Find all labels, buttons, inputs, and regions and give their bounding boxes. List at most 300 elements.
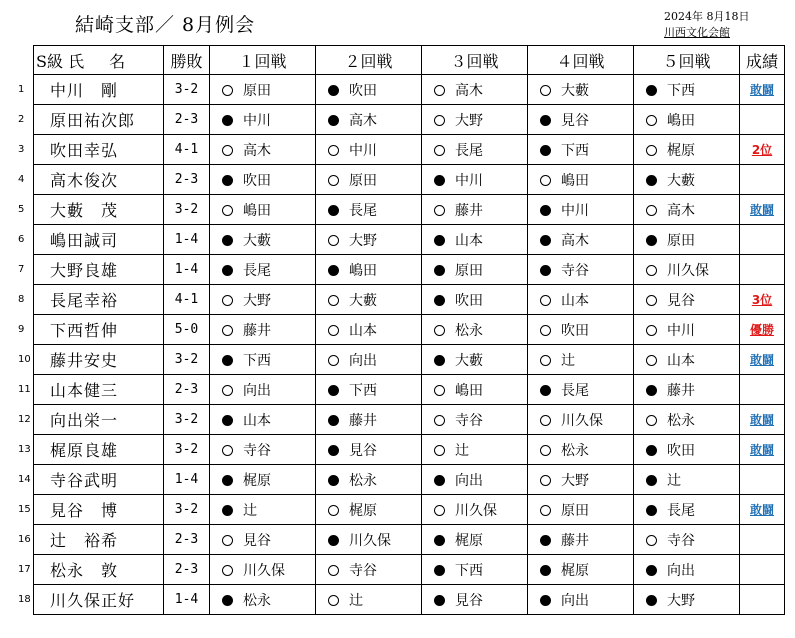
round-4-cell: [528, 195, 634, 225]
table-row: [34, 525, 785, 555]
opponent-name: 下西: [561, 142, 589, 159]
player-name: 山本健三: [34, 375, 164, 405]
round-4-cell: [528, 255, 634, 285]
filled-circle-icon: [434, 235, 445, 246]
opponent-name: 下西: [667, 82, 695, 99]
open-circle-icon: [328, 505, 339, 516]
opponent-name: 下西: [243, 352, 271, 369]
filled-circle-icon: [222, 505, 233, 516]
result-badge: [740, 555, 785, 585]
opponent-name: 長尾: [243, 262, 271, 279]
player-name: 嶋田誠司: [34, 225, 164, 255]
filled-circle-icon: [646, 475, 657, 486]
round-5-cell: [634, 255, 740, 285]
round-5-cell: [634, 285, 740, 315]
filled-circle-icon: [222, 475, 233, 486]
open-circle-icon: [540, 325, 551, 336]
open-circle-icon: [328, 235, 339, 246]
win-loss-record: 5-0: [164, 315, 210, 345]
round-2-cell: [316, 285, 422, 315]
filled-circle-icon: [434, 175, 445, 186]
table-row: [34, 465, 785, 495]
round-4-cell: [528, 135, 634, 165]
round-5-cell: [634, 525, 740, 555]
opponent-name: 山本: [561, 292, 589, 309]
round-3-cell: [422, 495, 528, 525]
row-number: 18: [18, 594, 31, 605]
round-3-cell: [422, 405, 528, 435]
opponent-name: 見谷: [667, 292, 695, 309]
row-number: 2: [18, 114, 25, 125]
opponent-name: 寺谷: [667, 532, 695, 549]
open-circle-icon: [540, 85, 551, 96]
player-name: 川久保正好: [34, 585, 164, 615]
filled-circle-icon: [434, 595, 445, 606]
round-1-cell: [210, 405, 316, 435]
header-round-4: ４回戦: [528, 46, 634, 75]
round-3-cell: [422, 345, 528, 375]
opponent-name: 中川: [455, 172, 483, 189]
filled-circle-icon: [540, 385, 551, 396]
opponent-name: 原田: [349, 172, 377, 189]
open-circle-icon: [646, 265, 657, 276]
round-1-cell: [210, 135, 316, 165]
win-loss-record: 3-2: [164, 345, 210, 375]
result-badge: 敢闘: [740, 345, 785, 375]
win-loss-record: 2-3: [164, 525, 210, 555]
filled-circle-icon: [540, 115, 551, 126]
round-5-cell: [634, 405, 740, 435]
opponent-name: 高木: [455, 82, 483, 99]
round-3-cell: [422, 165, 528, 195]
opponent-name: 下西: [455, 562, 483, 579]
opponent-name: 藤井: [243, 322, 271, 339]
header-row: [34, 46, 785, 75]
round-3-cell: [422, 75, 528, 105]
row-number: 6: [18, 234, 25, 245]
opponent-name: 辻: [667, 472, 681, 489]
open-circle-icon: [222, 205, 233, 216]
round-5-cell: [634, 315, 740, 345]
open-circle-icon: [328, 325, 339, 336]
opponent-name: 川久保: [561, 412, 603, 429]
opponent-name: 川久保: [455, 502, 497, 519]
header-name: [34, 46, 164, 75]
round-4-cell: [528, 555, 634, 585]
round-4-cell: [528, 495, 634, 525]
open-circle-icon: [540, 295, 551, 306]
filled-circle-icon: [646, 565, 657, 576]
win-loss-record: 2-3: [164, 375, 210, 405]
opponent-name: 原田: [667, 232, 695, 249]
round-4-cell: [528, 105, 634, 135]
opponent-name: 原田: [561, 502, 589, 519]
row-number: 14: [18, 474, 31, 485]
round-3-cell: [422, 255, 528, 285]
opponent-name: 長尾: [349, 202, 377, 219]
opponent-name: 山本: [349, 322, 377, 339]
opponent-name: 高木: [667, 202, 695, 219]
round-3-cell: [422, 315, 528, 345]
opponent-name: 嶋田: [455, 382, 483, 399]
round-3-cell: [422, 375, 528, 405]
open-circle-icon: [434, 115, 445, 126]
round-4-cell: [528, 525, 634, 555]
open-circle-icon: [434, 85, 445, 96]
opponent-name: 松永: [561, 442, 589, 459]
filled-circle-icon: [222, 265, 233, 276]
result-badge: 3位: [740, 285, 785, 315]
round-2-cell: [316, 135, 422, 165]
table-row: [34, 315, 785, 345]
opponent-name: 梶原: [561, 562, 589, 579]
player-name: 下西哲伸: [34, 315, 164, 345]
table-row: [34, 105, 785, 135]
round-2-cell: [316, 435, 422, 465]
filled-circle-icon: [646, 85, 657, 96]
result-badge: [740, 255, 785, 285]
opponent-name: 向出: [561, 592, 589, 609]
result-badge: [740, 375, 785, 405]
opponent-name: 吹田: [561, 322, 589, 339]
row-number: 1: [18, 84, 25, 95]
opponent-name: 寺谷: [561, 262, 589, 279]
opponent-name: 見谷: [455, 592, 483, 609]
open-circle-icon: [222, 385, 233, 396]
round-3-cell: [422, 585, 528, 615]
result-badge: 2位: [740, 135, 785, 165]
filled-circle-icon: [328, 85, 339, 96]
open-circle-icon: [328, 595, 339, 606]
row-number: 9: [18, 324, 25, 335]
header-round-1: １回戦: [210, 46, 316, 75]
result-badge: [740, 225, 785, 255]
opponent-name: 長尾: [455, 142, 483, 159]
table-row: [34, 135, 785, 165]
player-name: 寺谷武明: [34, 465, 164, 495]
round-3-cell: [422, 525, 528, 555]
filled-circle-icon: [646, 505, 657, 516]
open-circle-icon: [646, 415, 657, 426]
filled-circle-icon: [434, 565, 445, 576]
filled-circle-icon: [434, 295, 445, 306]
table-row: [34, 555, 785, 585]
opponent-name: 原田: [243, 82, 271, 99]
opponent-name: 梶原: [455, 532, 483, 549]
filled-circle-icon: [222, 115, 233, 126]
table-row: [34, 405, 785, 435]
opponent-name: 向出: [667, 562, 695, 579]
result-badge: [740, 585, 785, 615]
row-number: 17: [18, 564, 31, 575]
open-circle-icon: [222, 445, 233, 456]
filled-circle-icon: [434, 265, 445, 276]
table-row: [34, 375, 785, 405]
player-name: 高木俊次: [34, 165, 164, 195]
filled-circle-icon: [222, 175, 233, 186]
open-circle-icon: [434, 325, 445, 336]
filled-circle-icon: [328, 385, 339, 396]
opponent-name: 下西: [349, 382, 377, 399]
opponent-name: 高木: [561, 232, 589, 249]
round-2-cell: [316, 495, 422, 525]
opponent-name: 中川: [667, 322, 695, 339]
round-3-cell: [422, 465, 528, 495]
round-5-cell: [634, 585, 740, 615]
filled-circle-icon: [434, 535, 445, 546]
result-badge: 敢闘: [740, 195, 785, 225]
win-loss-record: 3-2: [164, 435, 210, 465]
opponent-name: 梶原: [667, 142, 695, 159]
opponent-name: 向出: [243, 382, 271, 399]
row-number: 8: [18, 294, 25, 305]
filled-circle-icon: [328, 445, 339, 456]
opponent-name: 山本: [455, 232, 483, 249]
opponent-name: 原田: [455, 262, 483, 279]
round-4-cell: [528, 225, 634, 255]
win-loss-record: 2-3: [164, 555, 210, 585]
round-3-cell: [422, 555, 528, 585]
round-1-cell: [210, 465, 316, 495]
round-1-cell: [210, 315, 316, 345]
filled-circle-icon: [646, 175, 657, 186]
player-name: 辻 裕希: [34, 525, 164, 555]
filled-circle-icon: [646, 385, 657, 396]
table-row: [34, 495, 785, 525]
win-loss-record: 1-4: [164, 465, 210, 495]
open-circle-icon: [646, 115, 657, 126]
win-loss-record: 1-4: [164, 225, 210, 255]
filled-circle-icon: [646, 595, 657, 606]
opponent-name: 向出: [455, 472, 483, 489]
win-loss-record: 2-3: [164, 165, 210, 195]
round-2-cell: [316, 555, 422, 585]
result-badge: [740, 525, 785, 555]
opponent-name: 松永: [455, 322, 483, 339]
filled-circle-icon: [328, 535, 339, 546]
round-5-cell: [634, 345, 740, 375]
filled-circle-icon: [222, 235, 233, 246]
player-name: 梶原良雄: [34, 435, 164, 465]
round-3-cell: [422, 285, 528, 315]
player-name: 向出栄一: [34, 405, 164, 435]
opponent-name: 大野: [667, 592, 695, 609]
round-4-cell: [528, 465, 634, 495]
round-4-cell: [528, 375, 634, 405]
row-number: 4: [18, 174, 25, 185]
filled-circle-icon: [328, 115, 339, 126]
header-name-label: 氏 名: [68, 51, 136, 71]
player-name: 吹田幸弘: [34, 135, 164, 165]
round-1-cell: [210, 375, 316, 405]
row-number: 10: [18, 354, 31, 365]
filled-circle-icon: [540, 265, 551, 276]
page-title: 結崎支部／ 8月例会: [75, 14, 256, 36]
header-round-2: ２回戦: [316, 46, 422, 75]
opponent-name: 藤井: [455, 202, 483, 219]
opponent-name: 川久保: [243, 562, 285, 579]
filled-circle-icon: [222, 595, 233, 606]
filled-circle-icon: [540, 145, 551, 156]
opponent-name: 高木: [243, 142, 271, 159]
open-circle-icon: [328, 145, 339, 156]
filled-circle-icon: [540, 205, 551, 216]
player-name: 大藪 茂: [34, 195, 164, 225]
event-venue: 川西文化会館: [664, 26, 730, 39]
round-2-cell: [316, 225, 422, 255]
opponent-name: 梶原: [243, 472, 271, 489]
opponent-name: 長尾: [561, 382, 589, 399]
filled-circle-icon: [434, 475, 445, 486]
opponent-name: 松永: [243, 592, 271, 609]
row-number: 16: [18, 534, 31, 545]
open-circle-icon: [646, 205, 657, 216]
result-badge: [740, 465, 785, 495]
round-4-cell: [528, 315, 634, 345]
opponent-name: 嶋田: [667, 112, 695, 129]
table-row: [34, 435, 785, 465]
round-5-cell: [634, 375, 740, 405]
opponent-name: 寺谷: [243, 442, 271, 459]
player-name: 長尾幸裕: [34, 285, 164, 315]
round-3-cell: [422, 435, 528, 465]
round-4-cell: [528, 585, 634, 615]
opponent-name: 嶋田: [349, 262, 377, 279]
player-name: 松永 敦: [34, 555, 164, 585]
filled-circle-icon: [328, 265, 339, 276]
results-table: [33, 45, 785, 615]
round-4-cell: [528, 285, 634, 315]
round-2-cell: [316, 315, 422, 345]
player-name: 大野良雄: [34, 255, 164, 285]
round-3-cell: [422, 195, 528, 225]
round-4-cell: [528, 345, 634, 375]
opponent-name: 長尾: [667, 502, 695, 519]
row-number: 5: [18, 204, 25, 215]
opponent-name: 辻: [243, 502, 257, 519]
row-number: 3: [18, 144, 25, 155]
row-number: 12: [18, 414, 31, 425]
win-loss-record: 2-3: [164, 105, 210, 135]
opponent-name: 大野: [561, 472, 589, 489]
filled-circle-icon: [222, 355, 233, 366]
opponent-name: 大藪: [667, 172, 695, 189]
open-circle-icon: [222, 85, 233, 96]
open-circle-icon: [222, 565, 233, 576]
player-name: 藤井安史: [34, 345, 164, 375]
player-name: 中川 剛: [34, 75, 164, 105]
round-1-cell: [210, 195, 316, 225]
filled-circle-icon: [540, 535, 551, 546]
filled-circle-icon: [540, 595, 551, 606]
result-badge: 敢闘: [740, 405, 785, 435]
open-circle-icon: [434, 505, 445, 516]
open-circle-icon: [540, 355, 551, 366]
round-3-cell: [422, 135, 528, 165]
opponent-name: 吹田: [455, 292, 483, 309]
round-1-cell: [210, 345, 316, 375]
round-2-cell: [316, 195, 422, 225]
round-5-cell: [634, 465, 740, 495]
opponent-name: 見谷: [243, 532, 271, 549]
opponent-name: 辻: [561, 352, 575, 369]
opponent-name: 松永: [667, 412, 695, 429]
filled-circle-icon: [328, 205, 339, 216]
opponent-name: 松永: [349, 472, 377, 489]
win-loss-record: 3-2: [164, 495, 210, 525]
round-2-cell: [316, 255, 422, 285]
opponent-name: 吹田: [667, 442, 695, 459]
opponent-name: 中川: [243, 112, 271, 129]
win-loss-record: 4-1: [164, 135, 210, 165]
open-circle-icon: [328, 355, 339, 366]
filled-circle-icon: [646, 235, 657, 246]
table-row: [34, 285, 785, 315]
header-score: 勝敗: [164, 46, 210, 75]
round-2-cell: [316, 75, 422, 105]
open-circle-icon: [328, 295, 339, 306]
round-2-cell: [316, 165, 422, 195]
open-circle-icon: [540, 175, 551, 186]
player-name: 原田祐次郎: [34, 105, 164, 135]
table-row: [34, 345, 785, 375]
result-badge: 敢闘: [740, 75, 785, 105]
filled-circle-icon: [434, 355, 445, 366]
round-1-cell: [210, 585, 316, 615]
open-circle-icon: [222, 145, 233, 156]
row-number: 13: [18, 444, 31, 455]
open-circle-icon: [540, 415, 551, 426]
win-loss-record: 1-4: [164, 585, 210, 615]
open-circle-icon: [646, 325, 657, 336]
row-number: 15: [18, 504, 31, 515]
table-row: [34, 225, 785, 255]
table-row: [34, 75, 785, 105]
round-1-cell: [210, 225, 316, 255]
round-1-cell: [210, 435, 316, 465]
opponent-name: 中川: [561, 202, 589, 219]
filled-circle-icon: [646, 445, 657, 456]
round-2-cell: [316, 345, 422, 375]
round-1-cell: [210, 495, 316, 525]
open-circle-icon: [222, 535, 233, 546]
opponent-name: 吹田: [243, 172, 271, 189]
round-2-cell: [316, 585, 422, 615]
filled-circle-icon: [222, 415, 233, 426]
round-5-cell: [634, 135, 740, 165]
result-badge: 優勝: [740, 315, 785, 345]
round-1-cell: [210, 525, 316, 555]
row-number: 7: [18, 264, 25, 275]
opponent-name: 藤井: [667, 382, 695, 399]
table-row: [34, 585, 785, 615]
table-row: [34, 165, 785, 195]
table-row: [34, 195, 785, 225]
round-1-cell: [210, 165, 316, 195]
opponent-name: 藤井: [561, 532, 589, 549]
open-circle-icon: [328, 565, 339, 576]
player-name: 見谷 博: [34, 495, 164, 525]
open-circle-icon: [540, 505, 551, 516]
round-2-cell: [316, 105, 422, 135]
opponent-name: 大野: [455, 112, 483, 129]
opponent-name: 大野: [349, 232, 377, 249]
header-round-5: ５回戦: [634, 46, 740, 75]
opponent-name: 大藪: [349, 292, 377, 309]
open-circle-icon: [434, 445, 445, 456]
opponent-name: 嶋田: [561, 172, 589, 189]
row-number: 11: [18, 384, 31, 395]
